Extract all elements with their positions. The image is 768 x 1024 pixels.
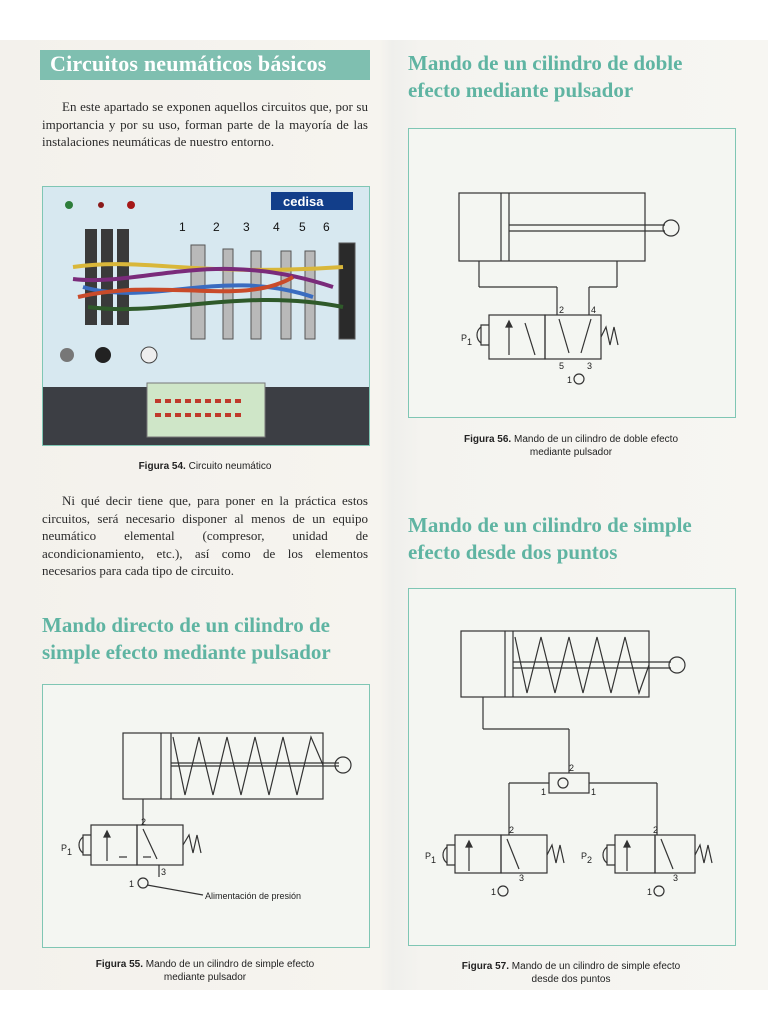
svg-text:3: 3 bbox=[673, 873, 679, 883]
svg-text:2: 2 bbox=[213, 220, 220, 234]
figure-54-caption: Figura 54. Circuito neumático bbox=[138, 461, 272, 472]
svg-text:4: 4 bbox=[273, 220, 280, 234]
section-banner bbox=[40, 50, 370, 80]
section-title: Circuitos neumáticos básicos bbox=[50, 51, 327, 76]
figure-55-diagram bbox=[42, 684, 370, 948]
svg-text:P: P bbox=[461, 333, 468, 343]
heading-doble-efecto: Mando de un cilindro de doble efecto mediante pulsador bbox=[408, 51, 683, 102]
svg-text:6: 6 bbox=[323, 220, 330, 234]
svg-text:2: 2 bbox=[509, 825, 515, 835]
svg-text:1: 1 bbox=[591, 787, 597, 797]
pneumatic-circuit-photo bbox=[42, 186, 370, 446]
svg-text:3: 3 bbox=[587, 361, 593, 371]
svg-text:P: P bbox=[581, 851, 588, 861]
svg-text:1: 1 bbox=[431, 855, 437, 865]
figure-57-diagram bbox=[408, 588, 736, 946]
svg-text:3: 3 bbox=[519, 873, 525, 883]
heading-dos-puntos: Mando de un cilindro de simple efecto desde dos puntos bbox=[408, 513, 692, 564]
svg-text:5: 5 bbox=[299, 220, 306, 234]
heading-direct: Mando directo de un cilindro de simple efecto mediante pulsador bbox=[42, 613, 331, 664]
brand-logo: cedisa bbox=[283, 194, 324, 209]
figure-56-caption: Figura 56. Mando de un cilindro de doble efecto mediante pulsador bbox=[463, 434, 679, 458]
svg-text:Alimentación de presión: Alimentación de presión bbox=[205, 891, 302, 901]
body-paragraph: Ni qué decir tiene que, para poner en la práctica estos circuitos, será necesario disponer al menos de un equipo neumático elemental (compresor, unidad de acondicionamiento, etc.), así como de los elementos necesarios para cada tipo de circuito. bbox=[42, 493, 368, 578]
figure-55-caption: Figura 55. Mando de un cilindro de simple efecto mediante pulsador bbox=[95, 959, 315, 983]
svg-text:1: 1 bbox=[567, 375, 573, 385]
figure-56-diagram bbox=[408, 128, 736, 418]
svg-text:2: 2 bbox=[587, 855, 593, 865]
svg-text:1: 1 bbox=[179, 220, 186, 234]
svg-text:4: 4 bbox=[591, 305, 597, 315]
svg-text:2: 2 bbox=[569, 763, 575, 773]
svg-text:3: 3 bbox=[161, 867, 167, 877]
intro-paragraph: En este apartado se exponen aquellos circuitos que, por su importancia y por su uso, forman parte de la mayoría de las instalaciones neumáticas de nuestro entorno. bbox=[42, 99, 368, 149]
svg-text:1: 1 bbox=[129, 879, 135, 889]
svg-text:2: 2 bbox=[141, 817, 147, 827]
svg-text:2: 2 bbox=[559, 305, 565, 315]
svg-text:1: 1 bbox=[541, 787, 547, 797]
svg-text:1: 1 bbox=[467, 337, 473, 347]
svg-text:3: 3 bbox=[243, 220, 250, 234]
svg-text:1: 1 bbox=[491, 887, 497, 897]
svg-text:1: 1 bbox=[647, 887, 653, 897]
svg-text:P: P bbox=[61, 843, 68, 853]
svg-text:P: P bbox=[425, 851, 432, 861]
svg-text:5: 5 bbox=[559, 361, 565, 371]
figure-57-caption: Figura 57. Mando de un cilindro de simple efecto desde dos puntos bbox=[461, 961, 681, 985]
svg-text:2: 2 bbox=[653, 825, 659, 835]
svg-text:1: 1 bbox=[67, 847, 73, 857]
